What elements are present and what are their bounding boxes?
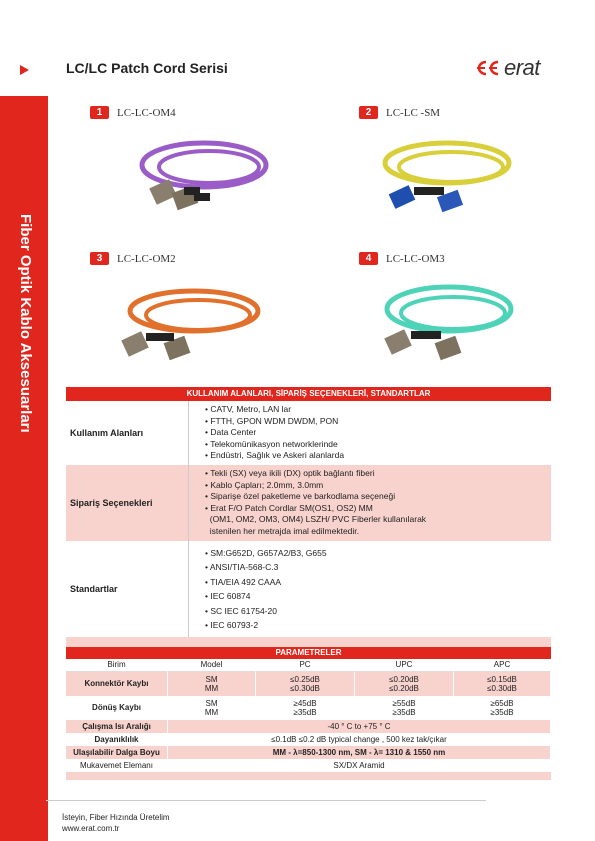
side-title: Fiber Optik Kablo Aksesuarları [17,214,34,433]
table-footer-strip [66,637,551,647]
model-cell: SM MM [168,696,256,720]
logo-wordmark: erat [504,55,540,80]
table-row [66,733,551,746]
apc-cell: ≤0.15dB ≤0.30dB [454,672,551,696]
parameters-column-headers [66,659,551,672]
table-footer-strip [66,772,551,780]
usage-row [66,401,551,465]
patch-cord-image [369,271,519,371]
page-title: LC/LC Patch Cord Serisi [66,60,228,76]
footer-slogan: İsteyin, Fiber Hızında Üretelim [62,813,170,822]
product-2 [359,106,519,230]
row-items [188,401,551,465]
row-label: Ulaşılabilir Dalga Boyu [66,746,168,759]
row-label: Sipariş Seçenekleri [70,497,153,508]
column-header: UPC [355,659,454,672]
list-item: • Data Center [205,427,257,438]
table-row [66,746,551,759]
upc-cell: ≤0.20dB ≤0.20dB [355,672,454,696]
row-label: Konnektör Kaybı [66,672,168,696]
column-header: Model [168,659,256,672]
list-item: • Tekli (SX) veya ikili (DX) optik bağlantı fiberi [205,467,375,478]
model-cell: SM MM [168,672,256,696]
row-label: Dayanıklılık [66,733,168,746]
erat-logo-mark-icon [474,59,500,77]
product-name: LC-LC -SM [386,106,441,119]
product-number: 1 [90,106,109,119]
table-row [66,720,551,733]
list-item: istenilen her metrajda imal edilmektedir. [209,525,360,536]
pc-cell: ≥45dB ≥35dB [256,696,355,720]
patch-cord-image [112,271,272,371]
column-header: PC [256,659,355,672]
arrow-marker [0,52,48,88]
list-item: • SM:G652D, G657A2/B3, G655 [205,547,327,558]
row-value: SX/DX Aramid [168,759,551,772]
product-3 [90,252,272,376]
list-item: • FTTH, GPON WDM DWDM, PON [205,415,339,426]
order-row [66,465,551,541]
row-items [188,541,551,637]
usage-table-header: KULLANIM ALANLARI, SİPARİŞ SEÇENEKLERİ, STANDARTLAR [66,387,551,401]
product-number: 2 [359,106,378,119]
list-item: • Siparişe özel paketleme ve barkodlama seçeneği [205,491,396,502]
list-item: • ANSI/TIA-568-C.3 [205,562,279,573]
parameters-table-header: PARAMETRELER [66,647,551,659]
upc-cell: ≥55dB ≥35dB [355,696,454,720]
row-label: Mukavemet Elemanı [66,759,168,772]
product-4 [359,252,519,376]
list-item: • Erat F/O Patch Cordlar SM(OS1, OS2) MM [205,502,373,513]
product-1 [90,106,284,230]
row-label: Kullanım Alanları [70,427,144,438]
side-band [0,0,48,841]
standards-row [66,541,551,637]
footer-divider [46,800,486,801]
erat-logo [474,55,540,81]
product-name: LC-LC-OM3 [386,252,445,265]
patch-cord-image [124,125,284,225]
product-number: 3 [90,252,109,265]
row-label: Dönüş Kaybı [66,696,168,720]
row-label: Çalışma Isı Aralığı [66,720,168,733]
side-red-bar [0,96,48,841]
parameters-table [66,647,551,780]
footer [62,812,170,834]
footer-url[interactable]: www.erat.com.tr [62,824,120,833]
list-item: • IEC 60874 [205,591,251,602]
list-item: • IEC 60793-2 [205,620,259,631]
row-items [188,465,551,541]
column-header: Birim [66,659,168,672]
product-name: LC-LC-OM4 [117,106,176,119]
row-value: -40 ° C to +75 ° C [168,720,551,733]
product-number: 4 [359,252,378,265]
list-item: • TIA/EIA 492 CAAA [205,576,282,587]
list-item: • Telekomünikasyon networklerinde [205,438,338,449]
row-value: ≤0.1dB ≤0.2 dB typical change , 500 kez tak/çıkar [168,733,551,746]
column-header: APC [454,659,551,672]
row-value: MM - λ=850-1300 nm, SM - λ= 1310 & 1550 nm [168,746,551,759]
list-item: • Endüstri, Sağlık ve Askeri alanlarda [205,450,345,461]
table-row [66,696,551,720]
patch-cord-image [369,125,519,225]
usage-table [66,387,551,647]
triangle-right-icon [19,65,29,75]
pc-cell: ≤0.25dB ≤0.30dB [256,672,355,696]
list-item: (OM1, OM2, OM3, OM4) LSZH/ PVC Fiberler kullanılarak [209,514,427,525]
apc-cell: ≥65dB ≥35dB [454,696,551,720]
product-name: LC-LC-OM2 [117,252,176,265]
row-label: Standartlar [70,583,118,594]
list-item: • SC IEC 61754-20 [205,605,277,616]
table-row [66,759,551,772]
list-item: • Kablo Çapları; 2.0mm, 3.0mm [205,479,324,490]
table-row [66,672,551,696]
list-item: • CATV, Metro, LAN lar [205,404,292,414]
